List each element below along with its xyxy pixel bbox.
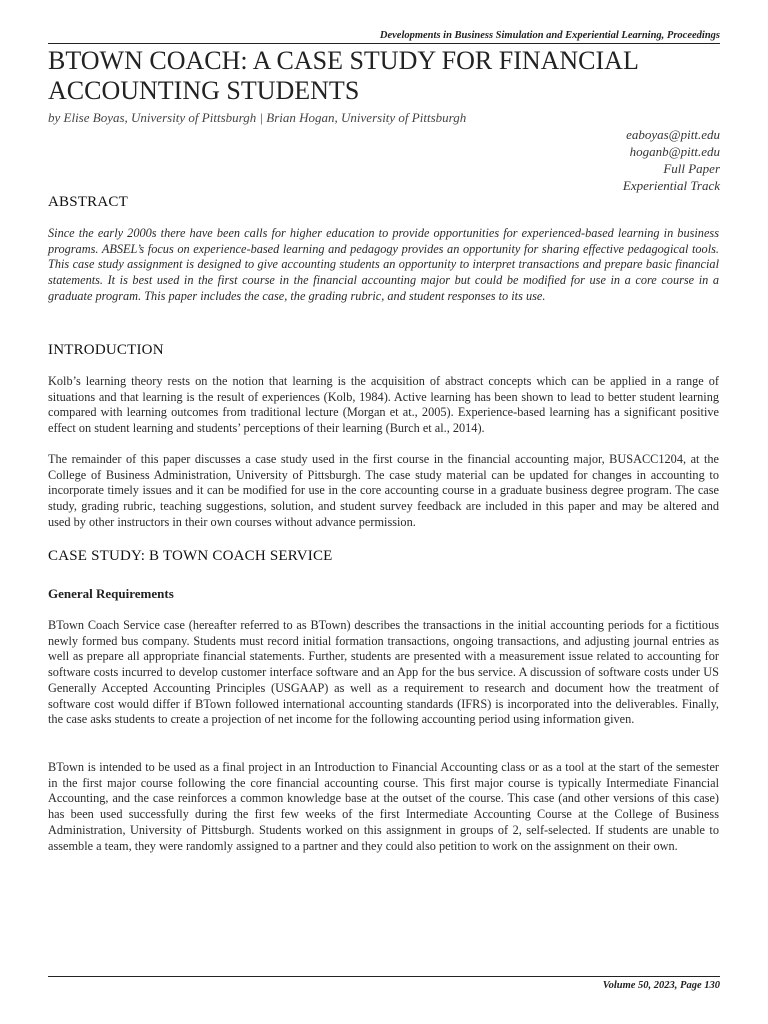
author-email-1[interactable]: eaboyas@pitt.edu xyxy=(626,127,720,142)
introduction-paragraph-1: Kolb’s learning theory rests on the notion that learning is the acquisition of abstract concepts which can be applied in a range of situations and that learning is the result of experiences (Kolb, 1984). Active learning has been shown to lead to better student learning compared with learning outcomes from traditional lecture (Morgan et at., 2005). Experience-based learning has a significant positive effect on student learning and students’ perceptions of their learning (Burch et al., 2014). xyxy=(48,374,719,436)
introduction-heading: INTRODUCTION xyxy=(48,342,164,358)
page-footer: Volume 50, 2023, Page 130 xyxy=(602,980,720,991)
case-study-heading: CASE STUDY: B TOWN COACH SERVICE xyxy=(48,548,333,564)
paper-title: BTOWN COACH: A CASE STUDY FOR FINANCIAL ACCOUNTING STUDENTS xyxy=(48,46,638,105)
author-meta xyxy=(623,126,720,194)
running-head: Developments in Business Simulation and Experiential Learning, Proceedings xyxy=(379,30,720,41)
introduction-paragraph-2: The remainder of this paper discusses a case study used in the first course in the financial accounting major, BUSACC1204, at the College of Business Administration, University of Pittsburgh. The case study material can be updated for changes in accounting to incorporate timely issues and it can be modified for use in the core accounting course in a graduate business degree program. The case study, grading rubric, teaching suggestions, solution, and student survey feedback are included in this paper and may be altered and used by other instructors in their own courses without advance permission. xyxy=(48,452,719,529)
paper-type: Full Paper xyxy=(663,161,720,176)
abstract-text: Since the early 2000s there have been calls for higher education to provide opportunities for experienced-based learning in business programs. ABSEL’s focus on experience-based learning and pedagogy provides an opportunity for sharing effective pedagogical tools. This case study assignment is designed to give accounting students an opportunity to interpret transactions and prepare basic financial statements. It is best used in the first course in the financial accounting major but could be modified for use in a core course in a graduate program. This paper includes the case, the grading rubric, and student responses to its use. xyxy=(48,226,719,303)
footer-rule xyxy=(48,976,720,977)
general-requirements-heading: General Requirements xyxy=(48,586,174,601)
author-email-2[interactable]: hoganb@pitt.edu xyxy=(629,144,720,159)
case-study-paragraph-1: BTown Coach Service case (hereafter referred to as BTown) describes the transactions in the initial accounting periods for a fictitious newly formed bus company. Students must record initial formation transactions, ongoing transactions, and adjusting journal entries as well as prepare all appropriate financial statements. Further, students are presented with a measurement issue related to accounting for software costs incurred to develop customer interface software and an App for the bus service. A discussion of software costs under US Generally Accepted Accounting Principles (USGAAP) as well as a requirement to research and document how the treatment of software cost would differ if BTown followed international accounting standards (IFRS) is incorporated into the deliverables. Finally, the case asks students to create a projection of net income for the following accounting period using information given. xyxy=(48,618,719,727)
header-rule xyxy=(48,43,720,44)
author-byline: by Elise Boyas, University of Pittsburgh | Brian Hogan, University of Pittsburgh xyxy=(48,110,467,125)
case-study-paragraph-2: BTown is intended to be used as a final project in an Introduction to Financial Accounting class or as a tool at the start of the semester in the first major course following the core financial accounting course. This first major course is typically Intermediate Financial Accounting, and the case reinforces a common knowledge base at the outset of the course. This case (and other versions of this case) has been used successfully during the first few weeks of the first Intermediate Accounting Course at the College of Business Administration, University of Pittsburgh. Students worked on this assignment in groups of 2, self-selected. If students are unable to assemble a team, they were randomly assigned to a partner and they could also petition to work on the assignment on their own. xyxy=(48,760,719,853)
paper-track: Experiential Track xyxy=(622,178,720,193)
abstract-heading: ABSTRACT xyxy=(48,194,128,210)
